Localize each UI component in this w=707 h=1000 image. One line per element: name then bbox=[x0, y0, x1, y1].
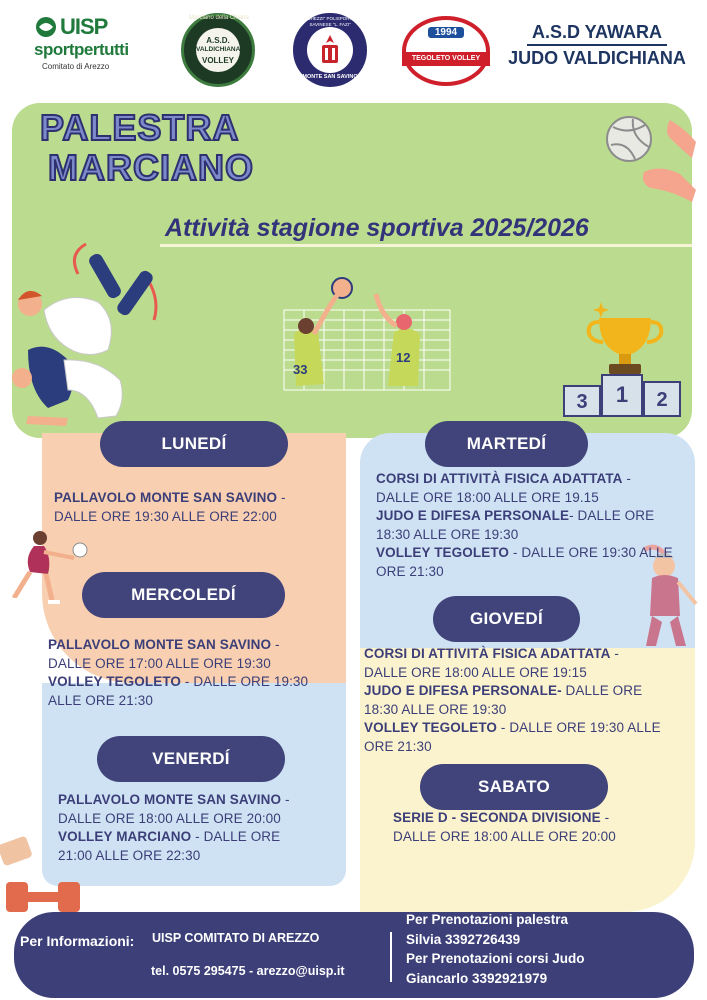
yawara-judo-logo bbox=[502, 20, 692, 70]
valdichiana-volley: VOLLEY bbox=[201, 56, 234, 65]
schedule-entry bbox=[364, 645, 690, 664]
player-number-right: 12 bbox=[396, 350, 411, 365]
reaching-hands-icon bbox=[640, 118, 700, 208]
day-pill-sabato: SABATO bbox=[420, 764, 608, 810]
schedule-entry bbox=[58, 791, 346, 810]
activity-name: JUDO E DIFESA PERSONALE bbox=[376, 508, 570, 523]
activity-time-cont: DALLE ORE 18:00 ALLE ORE 20:00 bbox=[58, 810, 281, 826]
activity-time-cont: ORE 21:30 bbox=[364, 738, 432, 754]
activity-time: - DALLE ORE 19:30 ALLE bbox=[497, 720, 661, 735]
day-pill-martedi: MARTEDÍ bbox=[425, 421, 588, 467]
day-pill-venerdi: VENERDÍ bbox=[97, 736, 285, 782]
yawara-line-2: JUDO VALDICHIANA bbox=[508, 48, 686, 68]
activity-name: PALLAVOLO MONTE SAN SAVINO bbox=[48, 637, 272, 652]
schedule-entry bbox=[58, 828, 346, 847]
season-subtitle: Attività stagione sportiva 2025/2026 bbox=[165, 214, 589, 242]
tegoleto-name: TEGOLETO VOLLEY bbox=[402, 52, 490, 66]
schedule-entry bbox=[48, 636, 344, 655]
podium-first-place: 1 bbox=[601, 374, 643, 417]
uisp-tagline: sportpertutti bbox=[34, 40, 129, 59]
schedule-giovedi bbox=[364, 645, 690, 756]
activity-name: VOLLEY TEGOLETO bbox=[364, 720, 498, 735]
activity-name: CORSI DI ATTIVITÀ FISICA ADATTATA bbox=[376, 471, 623, 486]
schedule-martedi bbox=[376, 470, 688, 581]
trophy-icon bbox=[585, 298, 665, 380]
polisportiva-logo-center bbox=[307, 27, 353, 73]
activity-name: VOLLEY TEGOLETO bbox=[48, 674, 182, 689]
schedule-sabato bbox=[393, 809, 689, 846]
uisp-emblem-icon bbox=[34, 16, 58, 38]
day-pill-mercoledi: MERCOLEDÍ bbox=[82, 572, 285, 618]
activity-time-cont: 21:00 ALLE ORE 22:30 bbox=[58, 847, 201, 863]
schedule-entry bbox=[376, 470, 688, 489]
judo-booking-label: Per Prenotazioni corsi Judo bbox=[406, 951, 585, 966]
schedule-entry bbox=[376, 544, 688, 563]
activity-name: CORSI DI ATTIVITÀ FISICA ADATTATA bbox=[364, 646, 611, 661]
uisp-brand: UISP bbox=[60, 14, 108, 39]
activity-time: - bbox=[622, 471, 631, 486]
footer-bar bbox=[14, 912, 694, 998]
info-org: UISP COMITATO DI AREZZO bbox=[152, 931, 320, 945]
activity-time: - DALLE ORE 19:30 ALLE bbox=[509, 545, 673, 560]
valdichiana-asd: A.S.D. bbox=[206, 36, 230, 45]
schedule-entry bbox=[364, 719, 690, 738]
tegoleto-year: 1994 bbox=[428, 27, 464, 38]
activity-name: VOLLEY MARCIANO bbox=[58, 829, 192, 844]
schedule-venerdi bbox=[58, 791, 346, 865]
schedule-entry bbox=[393, 809, 689, 828]
activity-time-cont: DALLE ORE 18:00 ALLE ORE 19.15 bbox=[376, 489, 599, 505]
activity-time-cont: 18:30 ALLE ORE 19:30 bbox=[376, 526, 519, 542]
activity-name: PALLAVOLO MONTE SAN SAVINO bbox=[58, 792, 282, 807]
valdichiana-name: VALDICHIANA bbox=[196, 46, 241, 53]
polisportiva-town: MONTE SAN SAVINO bbox=[302, 74, 358, 80]
day-pill-lunedi: LUNEDÍ bbox=[100, 421, 288, 467]
schedule-entry bbox=[376, 507, 688, 526]
activity-name: JUDO E DIFESA PERSONALE- bbox=[364, 683, 562, 698]
yawara-line-1: A.S.D YAWARA bbox=[527, 20, 667, 46]
volleyball-players-illustration bbox=[284, 274, 454, 394]
schedule-entry bbox=[54, 489, 344, 508]
activity-time-cont: ORE 21:30 bbox=[376, 563, 444, 579]
activity-time-cont: 18:30 ALLE ORE 19:30 bbox=[364, 701, 507, 717]
podium bbox=[563, 377, 681, 417]
activity-time: - DALLE ORE 19:30 bbox=[181, 674, 309, 689]
schedule-entry bbox=[364, 682, 690, 701]
gym-booking-label: Per Prenotazioni palestra bbox=[406, 912, 569, 927]
valdichiana-volley-logo bbox=[181, 13, 255, 87]
activity-time: - bbox=[277, 490, 286, 505]
polisportiva-emblem-icon bbox=[318, 33, 342, 67]
judo-booking-contact: Giancarlo 3392921979 bbox=[406, 971, 548, 986]
activity-time-cont: ALLE ORE 21:30 bbox=[48, 692, 153, 708]
valdichiana-logo-center bbox=[196, 28, 240, 72]
subtitle-underline bbox=[160, 244, 692, 247]
activity-time-cont: DALLE ORE 19:30 ALLE ORE 22:00 bbox=[54, 508, 277, 524]
title-line-2: MARCIANO bbox=[48, 147, 254, 188]
schedule-mercoledi bbox=[48, 636, 344, 710]
activity-time: - DALLE ORE bbox=[191, 829, 281, 844]
activity-time-cont: DALLE ORE 17:00 ALLE ORE 19:30 bbox=[48, 655, 271, 671]
page-title bbox=[40, 108, 254, 188]
player-number-left: 33 bbox=[293, 362, 308, 377]
uisp-committee: Comitato di Arezzo bbox=[42, 62, 110, 71]
title-line-1: PALESTRA bbox=[40, 107, 240, 148]
activity-time-cont: DALLE ORE 18:00 ALLE ORE 19:15 bbox=[364, 664, 587, 680]
uisp-logo bbox=[34, 14, 144, 76]
gym-booking-contact: Silvia 3392726439 bbox=[406, 932, 521, 947]
activity-time: - bbox=[281, 792, 290, 807]
activity-name: PALLAVOLO MONTE SAN SAVINO bbox=[54, 490, 278, 505]
polisportiva-ring-text: M. GHEZZI" POLISPORTIVA SAVINESE "L. FAZI" bbox=[300, 16, 360, 27]
podium-second-place: 2 bbox=[643, 381, 681, 417]
activity-name: SERIE D - SECONDA DIVISIONE bbox=[393, 810, 601, 825]
info-contacts: tel. 0575 295475 - arezzo@uisp.it bbox=[151, 964, 345, 978]
activity-time: - DALLE ORE bbox=[569, 508, 655, 523]
activity-time: DALLE ORE bbox=[561, 683, 643, 698]
valdichiana-ring-text: Marciano della Chiana bbox=[189, 15, 249, 21]
schedule-entry bbox=[48, 673, 344, 692]
podium-third-place: 3 bbox=[563, 385, 601, 417]
activity-time: - bbox=[271, 637, 280, 652]
footer-divider bbox=[390, 932, 392, 982]
polisportiva-savinese-logo bbox=[293, 13, 367, 87]
activity-time-cont: DALLE ORE 18:00 ALLE ORE 20:00 bbox=[393, 828, 616, 844]
activity-time: - bbox=[610, 646, 619, 661]
activity-name: VOLLEY TEGOLETO bbox=[376, 545, 510, 560]
judo-athletes-illustration bbox=[8, 240, 178, 430]
day-pill-giovedi: GIOVEDÍ bbox=[433, 596, 580, 642]
activity-time: - bbox=[600, 810, 610, 825]
info-label: Per Informazioni: bbox=[20, 933, 135, 949]
schedule-lunedi bbox=[54, 489, 344, 526]
tegoleto-volley-logo bbox=[402, 16, 490, 86]
